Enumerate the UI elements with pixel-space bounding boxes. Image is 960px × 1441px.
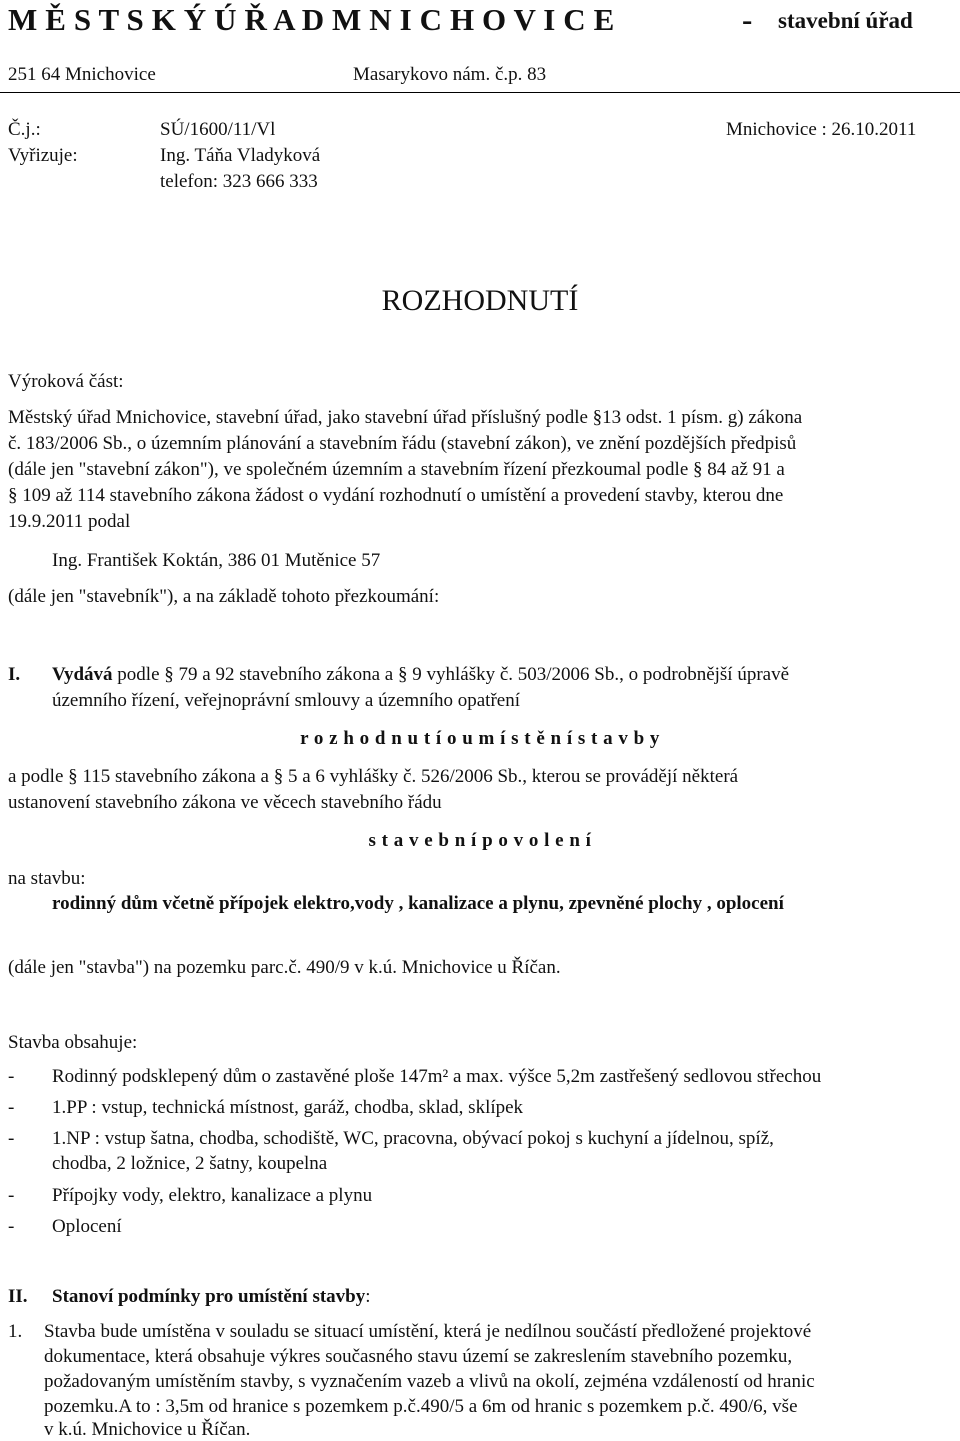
condition-number: 1. [8,1321,23,1342]
section-heading: Výroková část: [8,371,124,392]
list-item: 1.PP : vstup, technická místnost, garáž, chodba, sklad, sklípek [52,1097,524,1118]
document-title: ROZHODNUTÍ [381,284,579,317]
condition-line: Stavba bude umístěna v souladu se situací umístění, která je nedílnou součástí předložené projektové [44,1321,812,1342]
handler-label: Vyřizuje: [8,145,78,166]
list-item: Přípojky vody, elektro, kanalizace a plynu [52,1185,373,1206]
decision-placement: r o z h o d n u t í o u m í s t ě n í s t a v b y [300,728,660,749]
list-bullet: - [8,1128,15,1149]
decision-permit: s t a v e b n í p o v o l e n í [368,830,592,851]
list-item: Rodinný podsklepený dům o zastavěné ploše 147m² a max. výšce 5,2m zastřešený sedlovou střechou [52,1066,822,1087]
intro-line: č. 183/2006 Sb., o územním plánování a stavebním řádu (stavební zákon), ve znění pozdějších předpisů [8,433,797,454]
document-date: Mnichovice : 26.10.2011 [726,119,917,140]
part2-heading-line [52,1286,371,1308]
condition-line: pozemku.A to : 3,5m od hranice s pozemkem p.č.490/5 a 6m od hranic s pozemkem p.č. 490/6, vše [44,1396,798,1417]
handler-phone: telefon: 323 666 333 [160,171,318,192]
address-right: Masarykovo nám. č.p. 83 [353,64,547,85]
department: stavební úřad [778,8,913,33]
cj-label: Č.j.: [8,119,41,140]
list-item: Oplocení [52,1216,122,1237]
part1-line: a podle § 115 stavebního zákona a § 5 a 6 vyhlášky č. 526/2006 Sb., kterou se provádějí některá [8,766,739,787]
handler-name: Ing. Táňa Vladyková [160,145,321,166]
building-description: rodinný dům včetně přípojek elektro,vody , kanalizace a plynu, zpevněné plochy , oplocení [52,893,784,914]
parcel-note: (dále jen "stavba") na pozemku parc.č. 490/9 v k.ú. Mnichovice u Říčan. [8,957,561,978]
cj-value: SÚ/1600/11/Vl [160,119,276,140]
contents-heading: Stavba obsahuje: [8,1032,138,1053]
list-bullet: - [8,1097,15,1118]
list-bullet: - [8,1216,15,1237]
applicant-note: (dále jen "stavebník"), a na základě tohoto přezkoumání: [8,586,440,607]
part1-line [52,664,789,686]
intro-line: 19.9.2011 podal [8,511,131,532]
list-item: 1.NP : vstup šatna, chodba, schodiště, WC, pracovna, obývací pokoj s kuchyní a jídelnou, spíž, [52,1128,774,1149]
list-bullet: - [8,1185,15,1206]
header-rule [0,92,960,93]
list-item-continuation: chodba, 2 ložnice, 2 šatny, koupelna [52,1153,328,1174]
applicant: Ing. František Koktán, 386 01 Mutěnice 57 [52,550,381,571]
part1-number: I. [8,664,21,685]
header-dash: - [742,2,753,37]
part2-colon: : [365,1286,371,1307]
office-name: M Ě S T S K Ý Ú Ř A D M N I C H O V I C E [8,2,615,37]
condition-line: v k.ú. Mnichovice u Říčan. [44,1419,251,1440]
intro-line: (dále jen "stavební zákon"), ve společném územním a stavebním řízení přezkoumal podle § 84 až 91 a [8,459,785,480]
list-bullet: - [8,1066,15,1087]
part1-verb: Vydává [52,664,113,685]
na-stavbu-label: na stavbu: [8,868,86,889]
part1-line-rest: podle § 79 a 92 stavebního zákona a § 9 vyhlášky č. 503/2006 Sb., o podrobnější úpravě [112,664,790,685]
intro-line: Městský úřad Mnichovice, stavební úřad, jako stavební úřad příslušný podle §13 odst. 1 písm. g) zákona [8,407,803,428]
part1-line: ustanovení stavebního zákona ve věcech stavebního řádu [8,792,442,813]
address-left: 251 64 Mnichovice [8,64,156,85]
part2-heading: Stanoví podmínky pro umístění stavby [52,1286,366,1307]
condition-line: požadovaným umístěním stavby, s vyznačením vazeb a vlivů na okolí, zejména vzdáleností od hranic [44,1371,815,1392]
part2-number: II. [8,1286,28,1307]
part1-line: územního řízení, veřejnoprávní smlouvy a územního opatření [52,690,520,711]
condition-line: dokumentace, která obsahuje výkres současného stavu území se zakreslením stavebního pozemku, [44,1346,793,1367]
intro-line: § 109 až 114 stavebního zákona žádost o vydání rozhodnutí o umístění a provedení stavby, kterou dne [8,485,784,506]
